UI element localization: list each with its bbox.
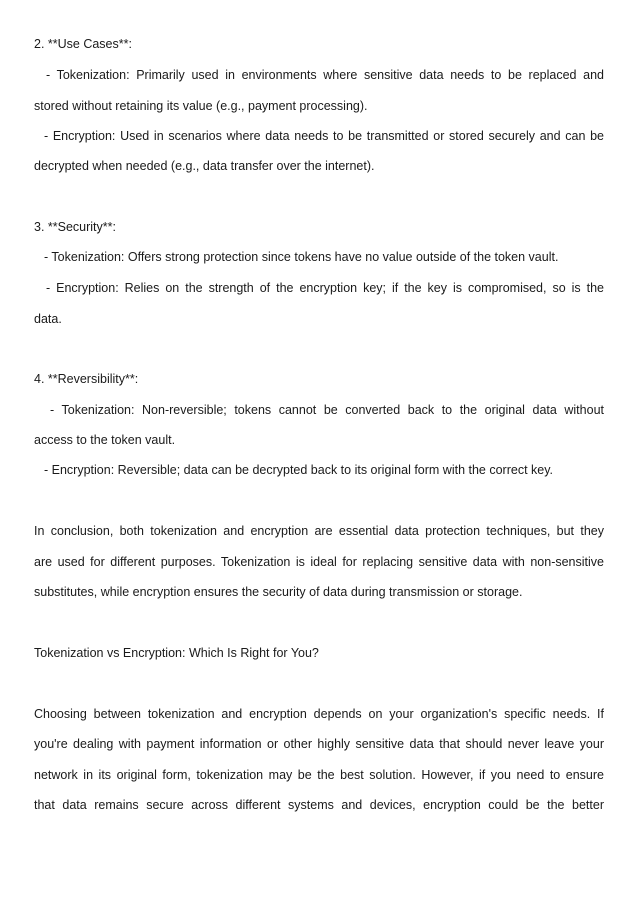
conclusion-line-1: In conclusion, both tokenization and encryption are essential data protection techniques, but they [34, 524, 604, 538]
use-cases-tokenization-line-1: - Tokenization: Primarily used in environments where sensitive data needs to be replaced and [46, 68, 604, 82]
security-encryption-line-1: - Encryption: Relies on the strength of the encryption key; if the key is compromised, so is the [46, 281, 604, 295]
choosing-line-1: Choosing between tokenization and encryption depends on your organization's specific needs. If [34, 707, 604, 721]
reversibility-tokenization-line-2: access to the token vault. [34, 433, 176, 447]
use-cases-tokenization-line-2: stored without retaining its value (e.g., payment processing). [34, 99, 368, 113]
conclusion-line-3: substitutes, while encryption ensures the security of data during transmission or storage. [34, 585, 523, 599]
section-title: Tokenization vs Encryption: Which Is Right for You? [34, 646, 319, 660]
choosing-line-2: you're dealing with payment information or other highly sensitive data that should never leave your [34, 737, 604, 751]
use-cases-encryption-line-1: - Encryption: Used in scenarios where data needs to be transmitted or stored securely and can be [44, 129, 604, 143]
conclusion-line-2: are used for different purposes. Tokenization is ideal for replacing sensitive data with non-sensitive [34, 555, 604, 569]
reversibility-heading: 4. **Reversibility**: [34, 372, 139, 386]
use-cases-encryption-line-2: decrypted when needed (e.g., data transfer over the internet). [34, 159, 375, 173]
security-heading: 3. **Security**: [34, 220, 116, 234]
reversibility-encryption-line-1: - Encryption: Reversible; data can be decrypted back to its original form with the correct key. [44, 463, 554, 477]
choosing-line-3: network in its original form, tokenization may be the best solution. However, if you need to ensure [34, 768, 604, 782]
reversibility-tokenization-line-1: - Tokenization: Non-reversible; tokens cannot be converted back to the original data without [50, 403, 604, 417]
choosing-line-4: that data remains secure across different systems and devices, encryption could be the better [34, 798, 604, 812]
security-encryption-line-2: data. [34, 312, 62, 326]
use-cases-heading: 2. **Use Cases**: [34, 37, 132, 51]
security-tokenization-line-1: - Tokenization: Offers strong protection since tokens have no value outside of the token vault. [44, 250, 559, 264]
